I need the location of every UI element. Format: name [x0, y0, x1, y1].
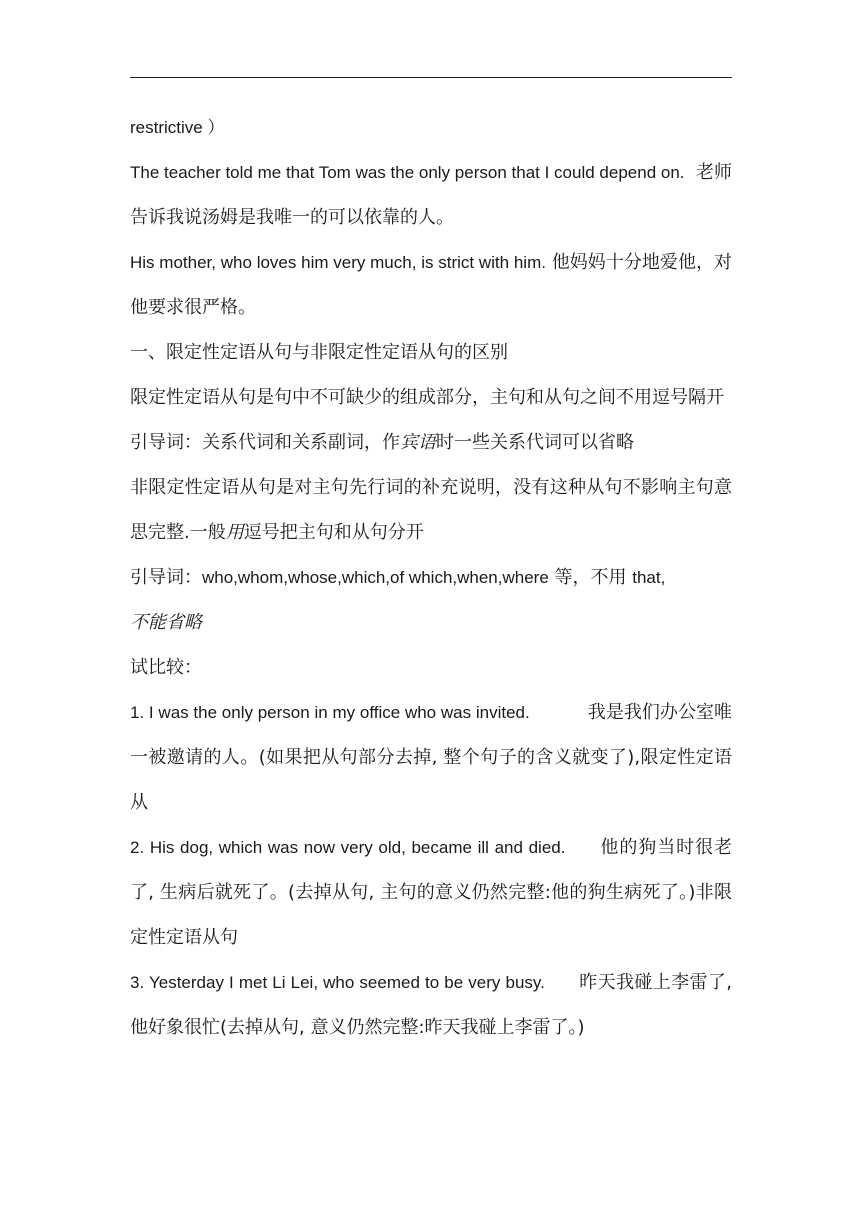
restrictive-fragment: restrictive ） — [130, 118, 225, 137]
example-1-english: The teacher told me that Tom was the only person that I could depend on. — [130, 163, 685, 182]
comparison-item-3: 3. Yesterday I met Li Lei, who seemed to be very busy. 昨天我碰上李雷了,他好象很忙(去掉从句, 意义仍然完整:昨天我碰上李雷了。) — [130, 972, 732, 1038]
example-2 — [130, 240, 732, 330]
example-1 — [130, 150, 732, 240]
section-heading: 一、限定性定语从句与非限定性定语从句的区别 — [130, 342, 508, 363]
restrictive-introducers: 引导词：关系代词和关系副词，作宾语时一些关系代词可以省略 — [130, 432, 634, 453]
header-rule — [130, 77, 732, 78]
comparison-item-2: 2. His dog, which was now very old, became ill and died. 他的狗当时很老了, 生病后就死了。(去掉从句, 主句的意义仍然完整:他的狗生病死了。)非限定性定语从句 — [130, 837, 733, 948]
comparison-item-1: 1. I was the only person in my office who was invited. 我是我们办公室唯一被邀请的人。(如果把从句部分去掉, 整个句子的含义就变了),限定性定语从 — [130, 702, 733, 813]
example-2-english: His mother, who loves him very much, is strict with him. — [130, 253, 546, 272]
compare-label: 试比较： — [130, 657, 202, 678]
nonrestrictive-introducers: 引导词：who,whom,whose,which,of which,when,where 等，不用 that, 不能省略 — [130, 567, 666, 633]
document-body — [130, 105, 732, 1050]
example-1-chinese: 老师告诉我说汤姆是我唯一的可以依靠的人。 — [130, 162, 733, 228]
restrictive-definition: 限定性定语从句是句中不可缺少的组成部分，主句和从句之间不用逗号隔开 — [130, 387, 724, 408]
nonrestrictive-definition: 非限定性定语从句是对主句先行词的补充说明，没有这种从句不影响主句意思完整.一般用逗号把主句和从句分开 — [130, 477, 732, 543]
example-2-chinese: 他妈妈十分地爱他，对他要求很严格。 — [130, 252, 733, 318]
